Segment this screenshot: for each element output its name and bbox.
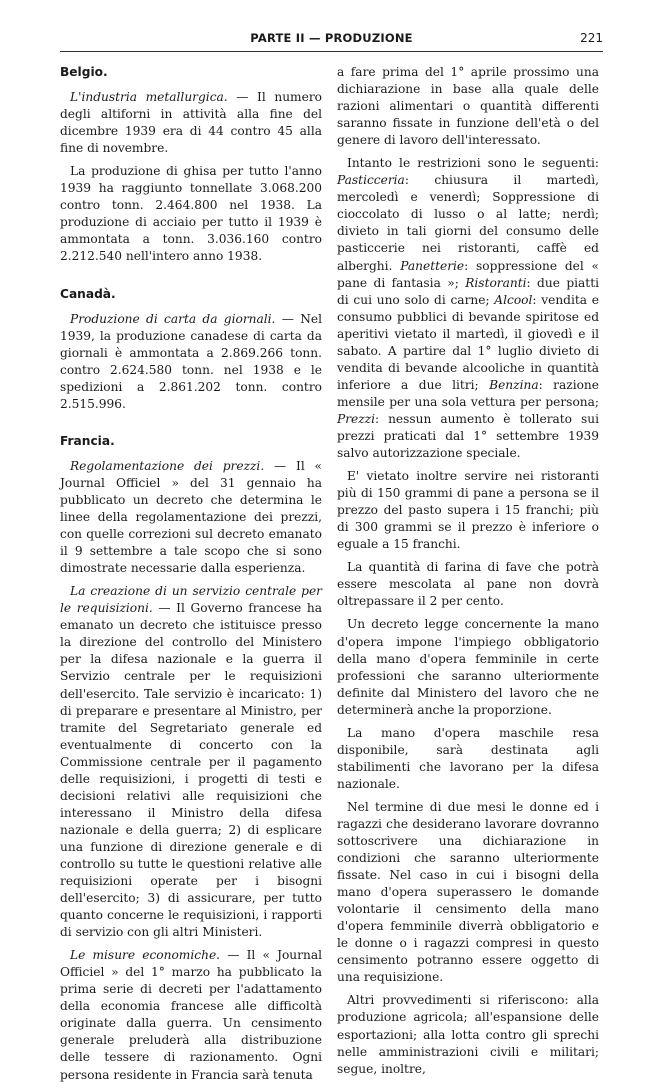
paragraph: Nel termine di due mesi le donne ed i ragazzi che desiderano lavorare dovranno sottoscrivere una dichiarazione in condizioni che saranno ulteriormente fissate. Nel caso in cui i bisogni della mano d'opera superassero le domande volontarie il censimento della mano d'opera femminile diverrà obbligatorio e le donne o i ragazzi compresi in questo censimento potranno essere oggetto di una requisizione.	[337, 799, 599, 985]
inline-term: Benzina	[489, 377, 539, 392]
heading-belgio: Belgio.	[60, 65, 108, 79]
paragraph-text: : soppressione del « pane di fantasia »;	[337, 258, 599, 290]
subheading: L'industria metallurgica.	[70, 90, 228, 105]
subheading: Regolamentazione dei prezzi.	[70, 458, 265, 473]
heading-francia: Francia.	[60, 433, 115, 448]
inline-term: Panetterie	[400, 258, 465, 273]
paragraph: La mano d'opera maschile resa disponibile, sarà destinata agli stabilimenti che lavorano per la difesa nazionale.	[337, 725, 599, 791]
paragraph-text: — Il numero degli altiforni in attività alla fine del dicembre 1939 era di 44 contro 45 alla fine di novembre.	[60, 90, 322, 156]
paragraph: Altri provvedimenti si riferiscono: alla produzione agricola; all'espansione delle esportazioni; alla lotta contro gli sprechi nelle amministrazioni civili e militari; segue, inoltre,	[337, 993, 599, 1076]
paragraph: Un decreto legge concernente la mano d'opera impone l'impiego obbligatorio della mano d'opera femminile in certe professioni che saranno ulteriormente definite dal Ministero del lavoro che ne determinerà anche la proporzione.	[337, 617, 599, 717]
paragraph	[60, 458, 322, 577]
paragraph-text: — Il « Journal Officiel » del 31 gennaio ha pubblicato un decreto che determina le linee della regolamentazione dei prezzi, con quelle correzioni sul decreto emanato il 9 settembre a tale scopo che si sono dimostrate necessarie dalla esperienza.	[60, 458, 323, 576]
right-column	[337, 64, 599, 1084]
paragraph-text: — Nel 1939, la produzione canadese di carta da giornali è ammontata a 2.869.266 tonn. contro 2.624.580 tonn. nel 1938 e le spedizioni a 2.861.202 tonn. contro 2.515.996.	[60, 311, 322, 411]
inline-term: Prezzi	[337, 411, 375, 426]
section-gap	[60, 272, 322, 286]
heading-canada: Canadà.	[60, 286, 116, 301]
inline-term: Pasticceria	[337, 173, 405, 188]
paragraph-text: : chiusura il martedì, mercoledì e venerdì; Soppressione di cioccolato di lusso o al latte; nerdì; divieto in tali giorni del consumo delle pasticcerie nei ristoranti, caffè ed alberghi.	[337, 173, 599, 273]
section-gap	[60, 419, 322, 433]
paragraph-text: Intanto le restrizioni sono le seguenti:	[347, 156, 599, 171]
paragraph-text: : due piatti di cui uno solo di carne;	[337, 275, 599, 307]
header-rule	[60, 51, 603, 52]
paragraph-text: : vendita e consumo pubblici di bevande spiritose ed aperitivi vietato il martedì, il giovedì e il sabato. A partire dal 1° luglio divieto di vendita di bevande alcooliche in quantità inferiore a due litri;	[337, 292, 599, 392]
page-header	[60, 31, 603, 53]
paragraph-text: : nessun aumento è tollerato sui prezzi praticati dal 1° settembre 1939 salvo autorizzazione speciale.	[337, 411, 599, 461]
subheading: Produzione di carta da giornali.	[70, 311, 276, 326]
paragraph	[60, 311, 322, 413]
paragraph: a fare prima del 1° aprile prossimo una dichiarazione in base alla quale delle razioni alimentari o quantità differenti saranno fissate in funzione dell'età o del genere di lavoro dell'interessato.	[337, 65, 599, 148]
page-number: 221	[580, 31, 603, 45]
paragraph	[60, 583, 322, 941]
paragraph	[60, 947, 322, 1083]
paragraph-text: : razione mensile per una sola vettura per persona;	[337, 377, 599, 409]
subheading: Le misure economiche.	[70, 948, 221, 963]
paragraph-text: — Il Governo francese ha emanato un decreto che istituisce presso la direzione del controllo del Ministero per la difesa nazionale e la guerra il Servizio centrale per le requisizioni dell'esercito. Tale servizio è incaricato: 1) di preparare e presentare al Ministro, per tramite del Segretariato generale ed eventualmente di concerto con la Commissione centrale per il pagamento delle requisizioni, i progetti di testi e decisioni relativi alle requisizioni che interessano il Ministro della difesa nazionale e della guerra; 2) di esplicare una funzione di direzione generale e di controllo su tutte le questioni relative alle requisizioni operate per i bisogni dell'esercito; 3) di assicurare, per tutto quanto concerne le requisizioni, i rapporti di servizio con gli altri Ministeri.	[60, 601, 322, 940]
paragraph: La produzione di ghisa per tutto l'anno 1939 ha raggiunto tonnellate 3.068.200 contro tonn. 2.464.800 nel 1938. La produzione di acciaio per tutto il 1939 è ammontata a tonn. 3.036.160 contro 2.212.540 nell'intero anno 1938.	[60, 164, 322, 264]
inline-term: Alcool	[494, 292, 533, 307]
paragraph: La quantità di farina di fave che potrà essere mescolata al pane non dovrà oltrepassare il 2 per cento.	[337, 560, 599, 609]
paragraph-restrictions	[337, 155, 599, 462]
paragraph-text: — Il « Journal Officiel » del 1° marzo ha pubblicato la prima serie di decreti per l'adattamento della economia francese alle difficoltà originate dalla guerra. Un censimento generale preluderà alla distribuzione delle tessere di razionamento. Ogni persona residente in Francia sarà tenuta	[60, 948, 322, 1082]
inline-term: Ristoranti	[465, 275, 527, 290]
running-title: PARTE II — PRODUZIONE	[250, 31, 413, 45]
paragraph	[60, 89, 322, 157]
paragraph: E' vietato inoltre servire nei ristoranti più di 150 grammi di pane a persona se il prezzo del pasto supera i 15 franchi; più di 300 grammi se il prezzo è inferiore o eguale a 15 franchi.	[337, 469, 599, 552]
subheading: La creazione di un servizio centrale per le requisizioni.	[60, 584, 322, 616]
left-column	[60, 64, 322, 1090]
